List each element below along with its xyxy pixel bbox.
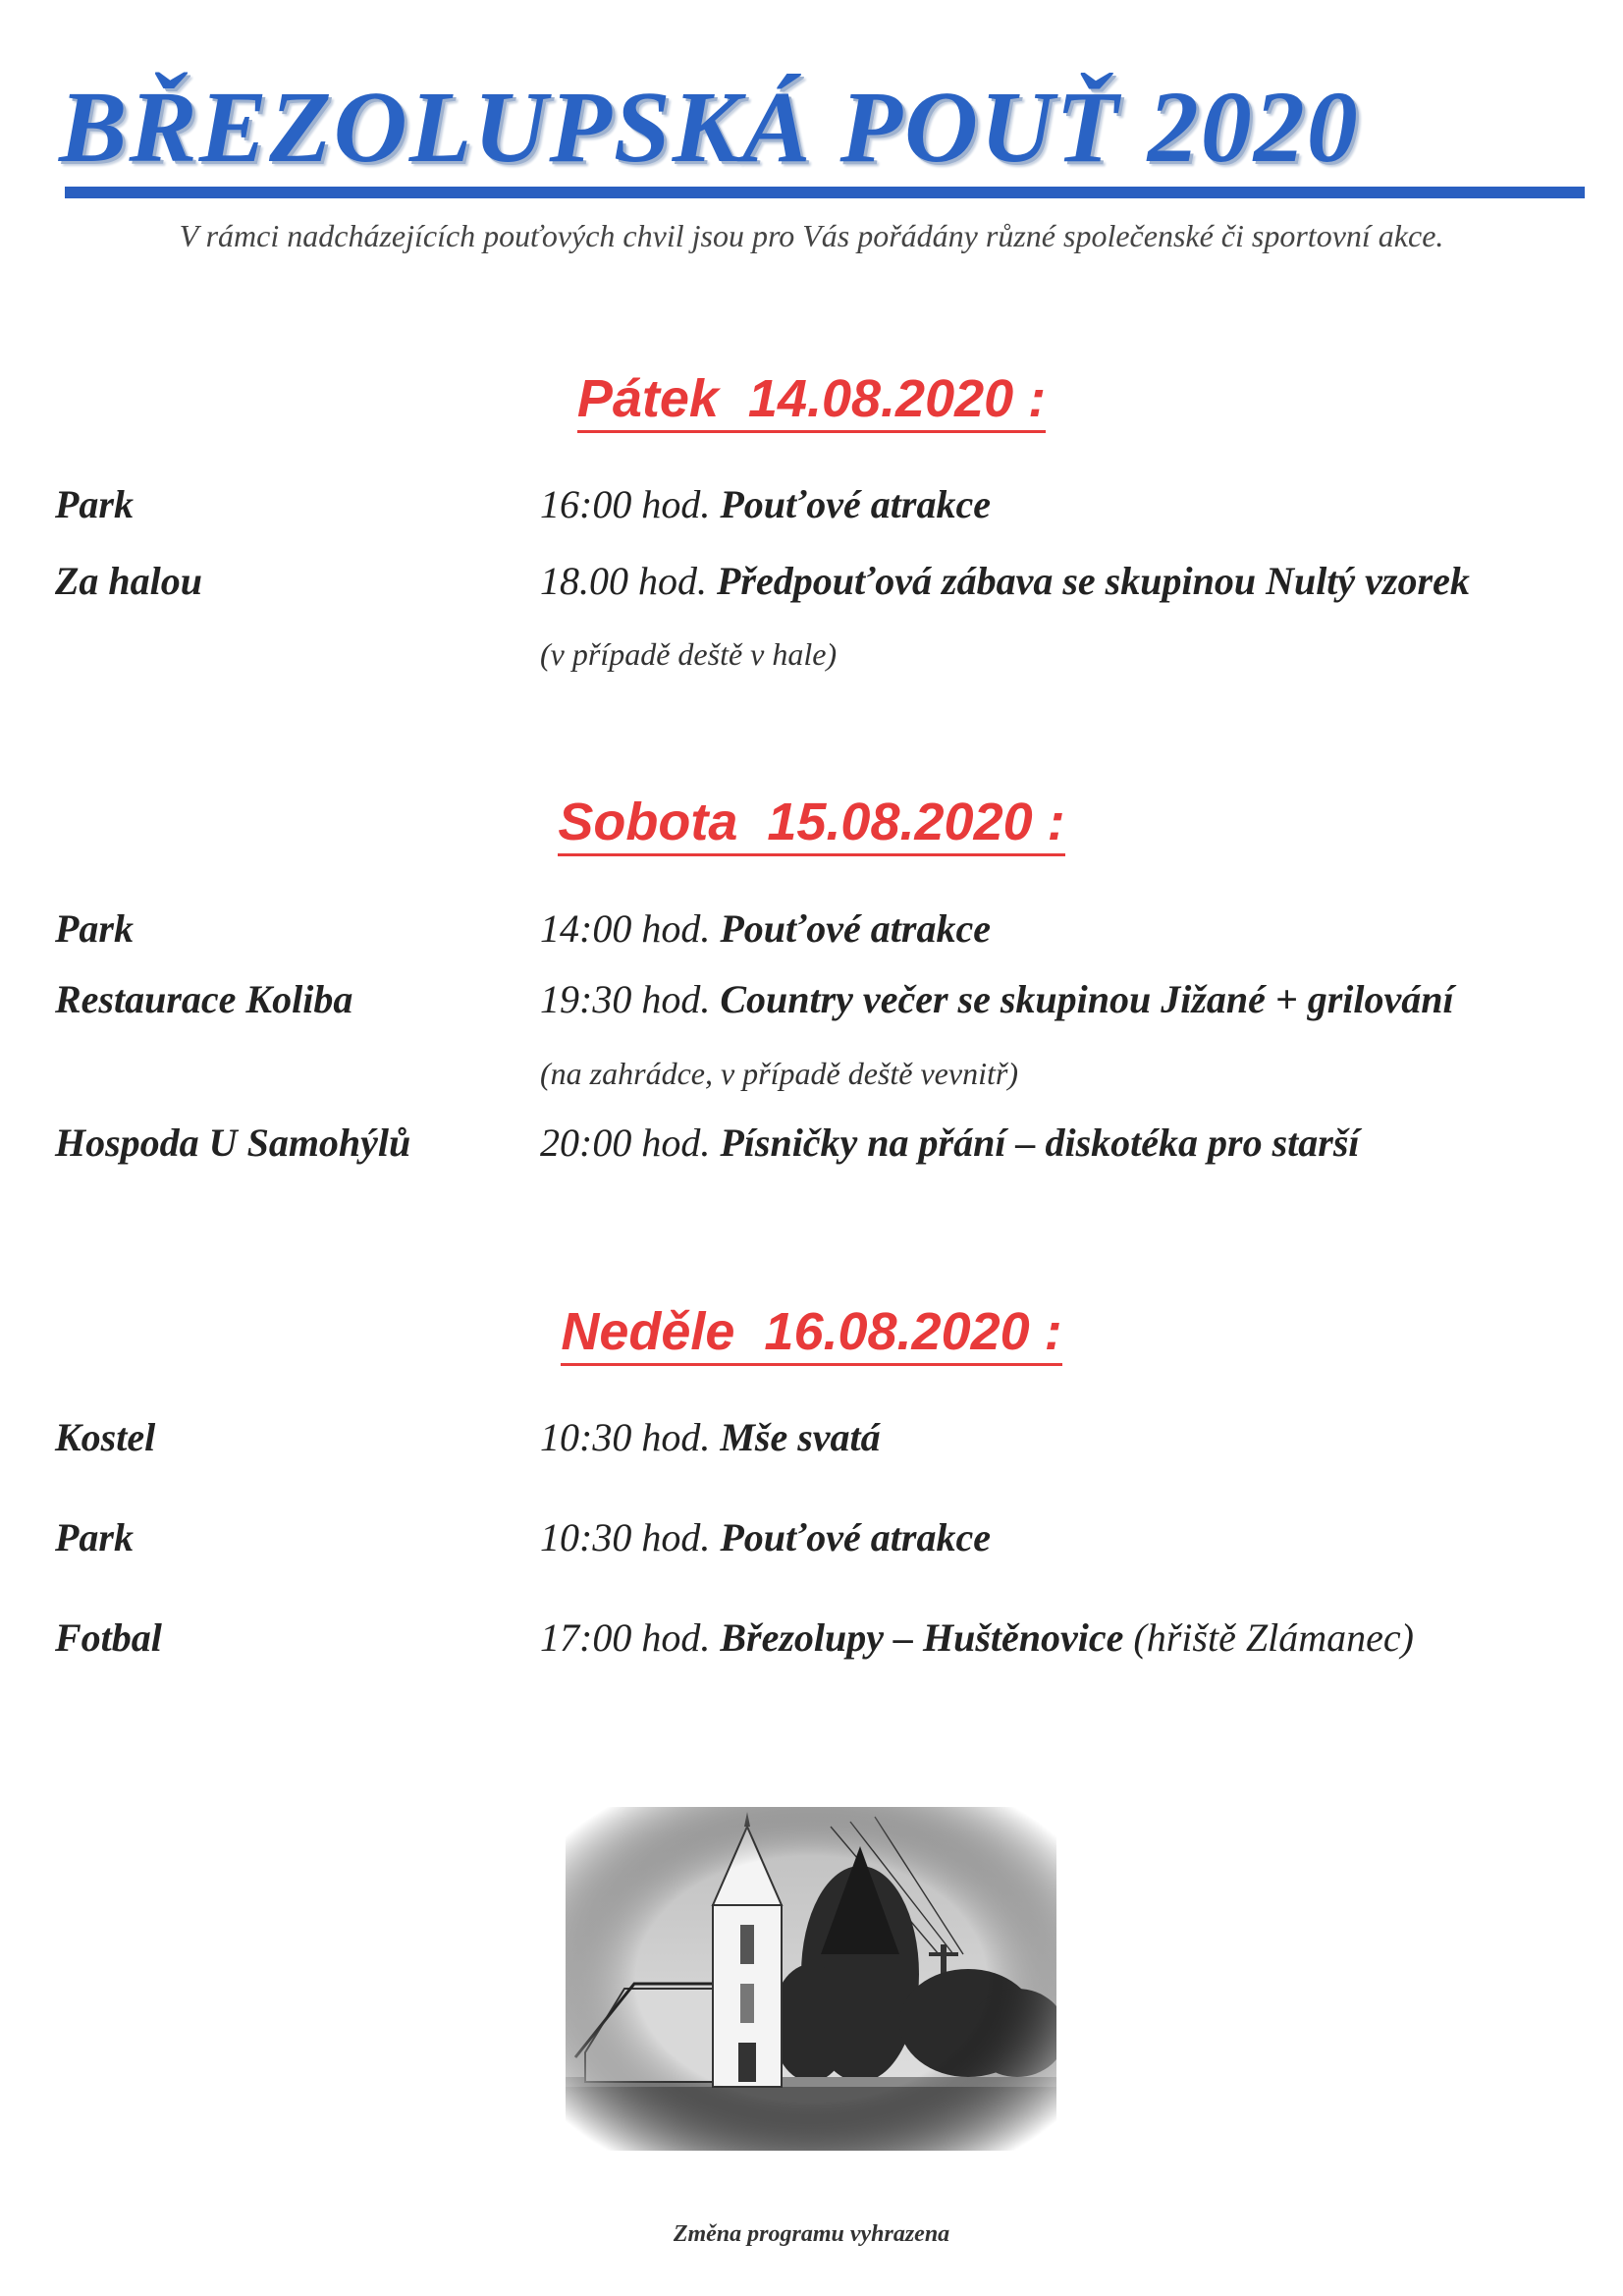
event-title: Mše svatá [720,1415,881,1459]
event-time: 10:30 hod. [540,1515,711,1559]
event-time: 17:00 hod. [540,1615,711,1660]
event-place: Park [55,482,134,526]
event-place: Kostel [55,1415,156,1459]
event-time: 10:30 hod. [540,1415,711,1459]
event-note: (v případě deště v hale) [540,636,838,672]
event-title: Březolupy – Huštěnovice [720,1615,1124,1660]
event-time: 16:00 hod. [540,482,711,526]
event-line [540,905,991,952]
event-place: Za halou [55,559,203,603]
event-time: 14:00 hod. [540,906,711,951]
footer-note: Změna programu vyhrazena [673,2221,950,2247]
event-place: Fotbal [55,1615,162,1660]
day-heading-label: Sobota 15.08.2020 : [558,793,1064,856]
event-place: Hospoda U Samohýlů [55,1121,411,1165]
day-heading-label: Neděle 16.08.2020 : [561,1302,1061,1366]
event-extra: (hřiště Zlámanec) [1133,1615,1414,1660]
event-line [540,1414,881,1460]
event-line [540,1614,1414,1661]
day-heading-friday [0,368,1623,429]
event-place: Restaurace Koliba [55,977,353,1021]
day-heading-sunday [0,1301,1623,1362]
church-photo [566,1807,1056,2151]
event-line [540,558,1470,604]
event-line [540,481,991,527]
event-line [540,1514,991,1560]
event-line [540,976,1454,1022]
event-line [540,1120,1360,1166]
title-underline [65,187,1585,198]
event-place: Park [55,906,134,951]
event-title: Předpouťová zábava se skupinou Nultý vzorek [717,559,1470,603]
event-title: Pouťové atrakce [720,906,991,951]
event-time: 20:00 hod. [540,1121,711,1165]
event-title: Country večer se skupinou Jižané + grilování [720,977,1454,1021]
page-subtitle: V rámci nadcházejících pouťových chvil jsou pro Vás pořádány různé společenské či sportovní akce. [179,218,1444,253]
event-title: Písničky na přání – diskotéka pro starší [720,1121,1360,1165]
event-title: Pouťové atrakce [720,482,991,526]
day-heading-saturday [0,792,1623,852]
event-place: Park [55,1515,134,1559]
event-time: 19:30 hod. [540,977,711,1021]
event-title: Pouťové atrakce [720,1515,991,1559]
event-note: (na zahrádce, v případě deště vevnitř) [540,1056,1018,1091]
page-title: BŘEZOLUPSKÁ POUŤ 2020 [59,71,1360,184]
event-time: 18.00 hod. [540,559,707,603]
day-heading-label: Pátek 14.08.2020 : [577,369,1046,433]
